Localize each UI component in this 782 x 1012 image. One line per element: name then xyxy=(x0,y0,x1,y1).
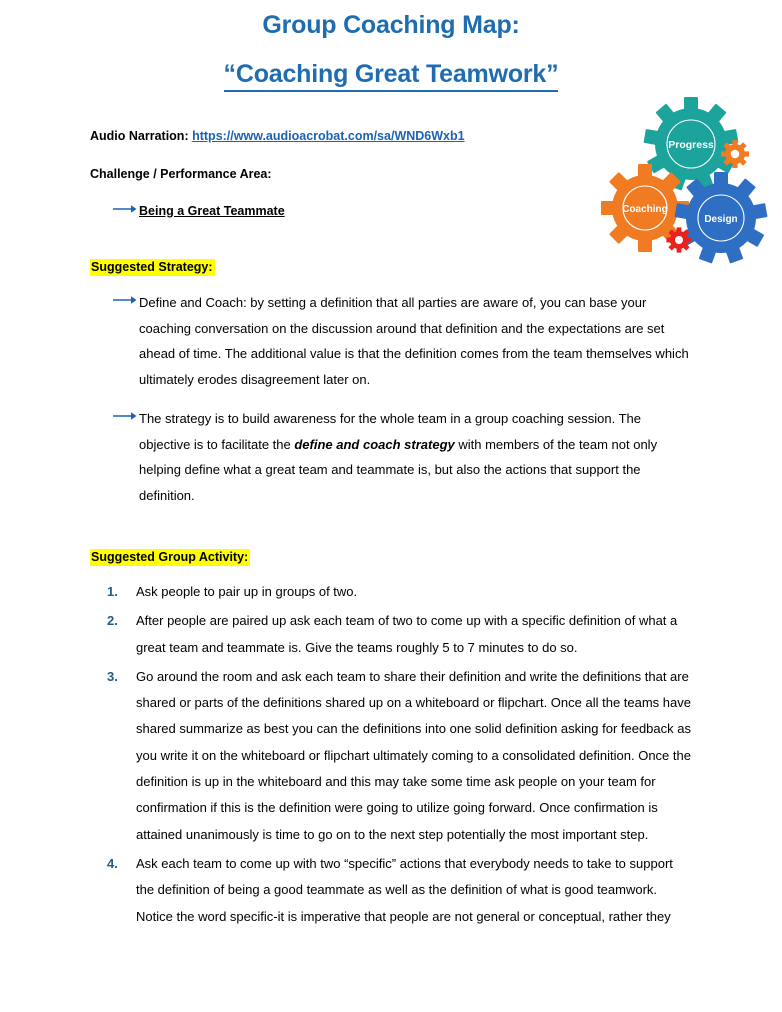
suggested-strategy-heading-wrap xyxy=(90,258,692,276)
strategy-item-text-after: with members of the team not only helping define what a great team and teammate is, but also the actions that support the definition. xyxy=(139,436,658,503)
list-item xyxy=(107,851,692,930)
document-body xyxy=(0,129,782,930)
strategy-item-text xyxy=(139,406,692,508)
audio-narration-link[interactable]: https://www.audioacrobat.com/sa/WND6Wxb1 xyxy=(192,128,465,143)
list-item-text: After people are paired up ask each team of two to come up with a specific definition of what a great team and teammate is. Give the teams roughly 5 to 7 minutes to do so. xyxy=(136,613,678,655)
suggested-activity-heading: Suggested Group Activity: xyxy=(91,550,249,564)
list-item-number: 3. xyxy=(107,668,118,684)
gear-coaching-label: Coaching xyxy=(622,204,668,215)
strategy-item-text: Define and Coach: by setting a definition that all parties are aware of, you can base your coaching conversation on the discussion around that definition and the expectations are set ahead of time. The additional value is that the definition comes from the team themselves which ultimately erodes disagreement later on. xyxy=(139,295,689,387)
gear-design-label: Design xyxy=(704,214,738,225)
list-item xyxy=(107,608,692,661)
gear-progress-label: Progress xyxy=(668,139,714,151)
audio-narration-label: Audio Narration: xyxy=(90,128,189,143)
challenge-label: Challenge / Performance Area: xyxy=(90,166,272,181)
list-item-text: Ask people to pair up in groups of two. xyxy=(136,584,358,599)
list-item xyxy=(107,664,692,848)
suggested-strategy-heading: Suggested Strategy: xyxy=(91,260,213,274)
list-item-text: Go around the room and ask each team to share their definition and write the definitions that are shared or parts of the definitions shared up on a whiteboard or flipchart. Once all the teams have shared summarize as best you can the definitions into one solid definition asking for feedback as you write it on the whiteboard or flipchart ultimately coming to a consolidated definition. Once the definition is up in the whiteboard and this may take some time ask people on your team for confirmation if this is the definition were going to utilize going forward. Once confirmation is attained unanimously is time to go on to the next step potentially the most important step. xyxy=(136,668,691,842)
strategy-item xyxy=(90,290,692,392)
activity-steps-list xyxy=(90,579,692,930)
list-item-number: 2. xyxy=(107,613,118,629)
arrow-right-icon xyxy=(113,204,139,214)
challenge-item-label: Being a Great Teammate xyxy=(139,203,285,218)
list-item xyxy=(107,579,692,605)
page-subtitle-text: “Coaching Great Teamwork” xyxy=(224,60,559,92)
page-title: Group Coaching Map: xyxy=(262,11,520,39)
list-item-number: 1. xyxy=(107,584,118,599)
list-item-text: Ask each team to come up with two “specific” actions that everybody needs to take to support the definition of being a good teammate as well as the definition of what is good teamwork. Notice the word specific-it is imperative that people are not general or conceptual, rather they xyxy=(136,855,673,924)
list-item-number: 4. xyxy=(107,855,118,871)
audio-narration-line xyxy=(90,129,692,143)
title-block xyxy=(0,0,782,91)
challenge-item xyxy=(90,199,692,225)
suggested-activity-heading-wrap xyxy=(90,548,692,566)
strategy-item-emphasis: define and coach strategy xyxy=(294,436,455,452)
page-subtitle xyxy=(0,59,782,90)
arrow-right-icon xyxy=(113,411,139,421)
strategy-item-text-before: The strategy is to build awareness for the whole team in a group coaching session. The objective is to facilitate the xyxy=(139,411,641,452)
arrow-right-icon xyxy=(113,295,139,305)
strategy-item xyxy=(90,406,692,508)
